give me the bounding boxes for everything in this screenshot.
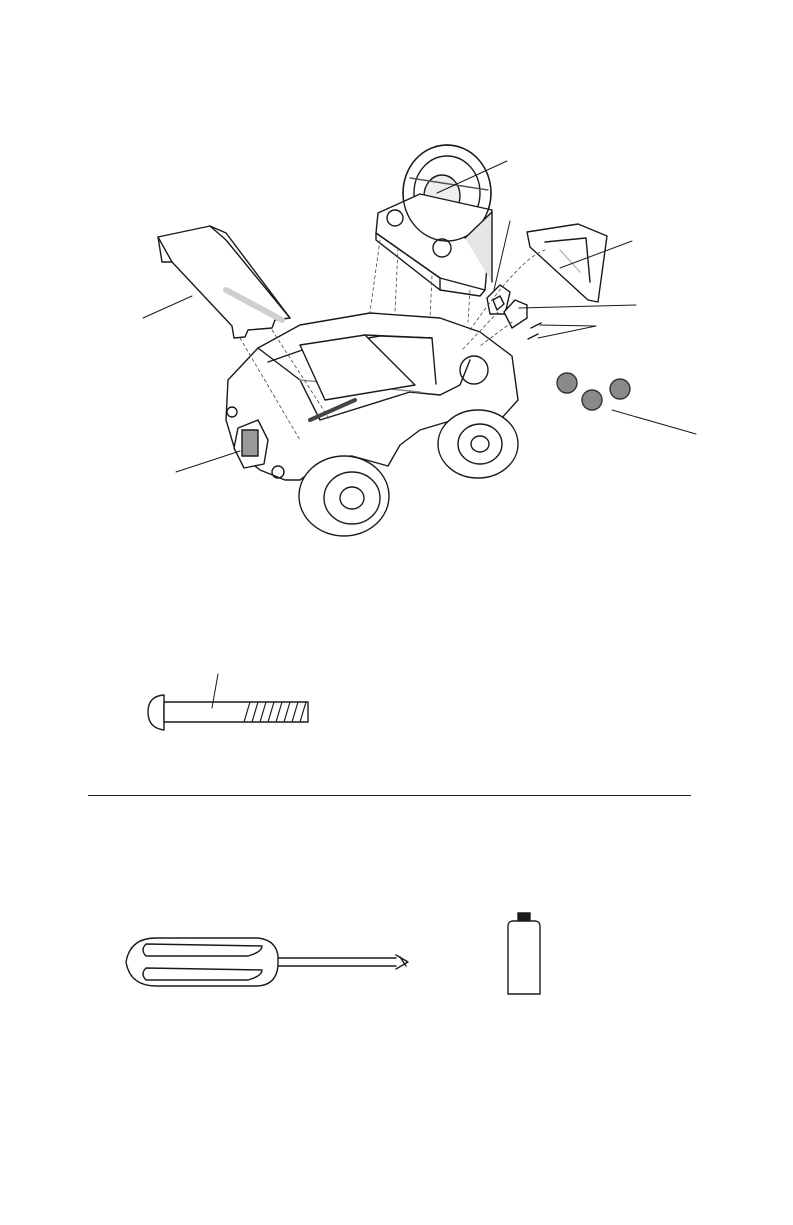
- long-screw-part: [148, 695, 308, 730]
- screwdriver-icon: [126, 938, 408, 986]
- balls-part: [557, 373, 630, 410]
- dashboard-plate-part: [527, 224, 607, 302]
- screw-hardware-diagram: [0, 660, 793, 770]
- small-screws-part: [528, 323, 541, 339]
- section-divider: [88, 795, 691, 796]
- steering-assembly-part: [376, 145, 492, 296]
- seat-cover-part: [158, 226, 290, 338]
- car-body-part: [226, 313, 518, 536]
- tools-diagram: [0, 900, 793, 1020]
- battery-icon: [508, 913, 540, 994]
